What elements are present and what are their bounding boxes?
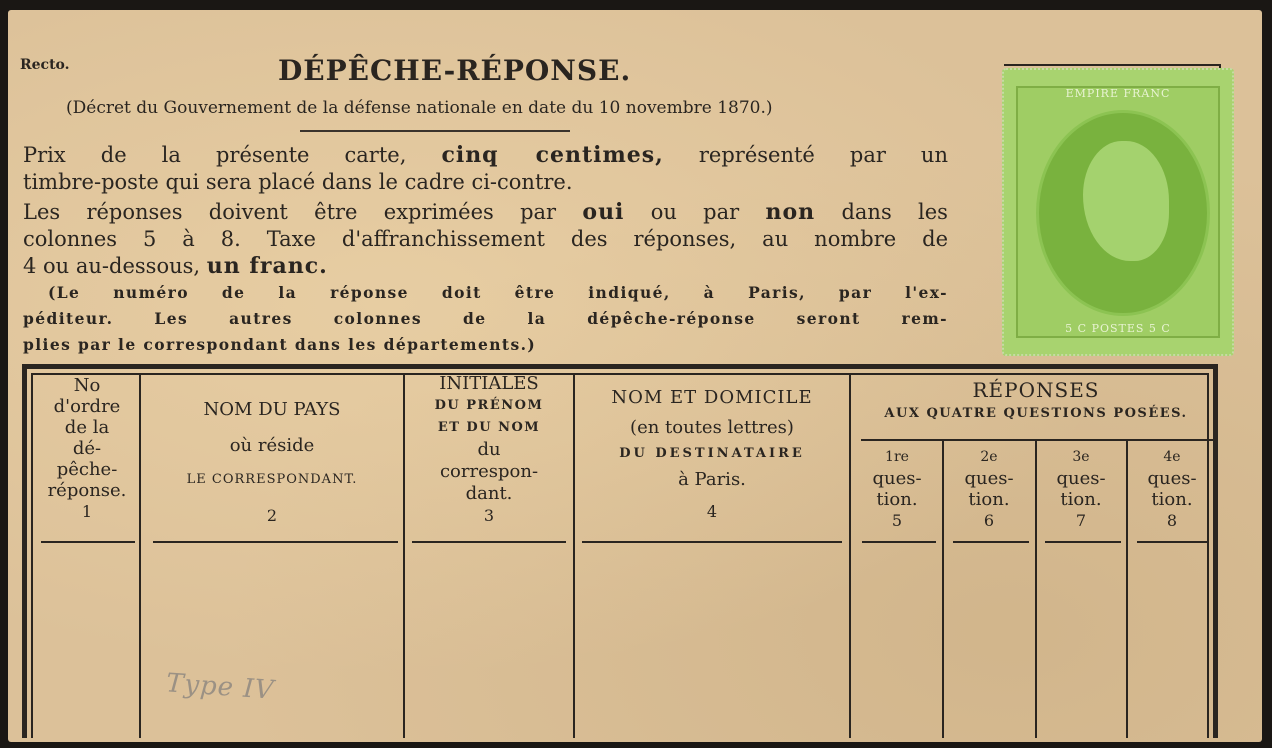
col-number: 5 — [891, 511, 903, 530]
header-underline — [1137, 541, 1209, 543]
stamp-bottom-text: 5 C POSTES 5 C — [1065, 322, 1171, 335]
question-1-header: 1re ques- tion. 5 — [853, 447, 941, 531]
handwritten-annotation: Type IV — [165, 668, 276, 706]
question-3-header: 3e ques- tion. 7 — [1037, 447, 1125, 531]
price-line-1: Prix de la présente carte, cinq centimes, représenté par un — [23, 142, 948, 168]
col-order-header: No d'ordre de la dé- pêche- réponse. 1 — [37, 375, 137, 522]
recto-label: Recto. — [20, 57, 70, 73]
col-recipient-header: NOM ET DOMICILE (en toutes lettres) DU DESTINATAIRE à Paris. 4 — [577, 385, 847, 525]
page-title: DÉPÊCHE-RÉPONSE. — [278, 54, 632, 87]
col-number: 6 — [983, 511, 995, 530]
price-line-2: timbre-poste qui sera placé dans le cadre ci-contre. — [23, 170, 573, 194]
column-divider — [573, 373, 575, 738]
col-number: 2 — [266, 506, 278, 525]
responses-paragraph — [23, 199, 948, 280]
decree-subtitle: (Décret du Gouvernement de la défense nationale en date du 10 novembre 1870.) — [66, 98, 773, 118]
reponses-header: RÉPONSES AUX QUATRE QUESTIONS POSÉES. — [884, 378, 1188, 421]
col-number: 7 — [1075, 511, 1087, 530]
col-number: 3 — [483, 506, 495, 525]
header-underline — [412, 541, 566, 543]
col-initials-header: INITIALES DU PRÉNOM ET DU NOM du correspon- dant. 3 — [407, 373, 571, 527]
col-country-header: NOM DU PAYS où réside LE CORRESPONDANT. 2 — [143, 399, 401, 527]
header-underline — [953, 541, 1029, 543]
portrait-medallion-icon — [1036, 110, 1210, 316]
column-divider — [849, 373, 851, 738]
header-underline — [582, 541, 842, 543]
header-underline — [862, 541, 936, 543]
postage-stamp — [1002, 68, 1234, 356]
question-4-header: 4e ques- tion. 8 — [1128, 447, 1216, 531]
note-line-3: plies par le correspondant dans les départements.) — [23, 335, 537, 354]
header-underline — [153, 541, 398, 543]
title-divider — [300, 130, 570, 132]
responses-line-1: Les réponses doivent être exprimées par oui ou par non dans les — [23, 199, 948, 225]
header-underline — [1045, 541, 1121, 543]
col-number: 4 — [706, 502, 718, 521]
reponses-brace — [861, 439, 1213, 441]
col-number: 8 — [1166, 511, 1178, 530]
question-2-header: 2e ques- tion. 6 — [945, 447, 1033, 531]
price-paragraph — [23, 142, 948, 196]
column-divider — [403, 373, 405, 738]
header-underline — [41, 541, 135, 543]
column-divider — [139, 373, 141, 738]
stamp-top-text: EMPIRE FRANC — [1065, 87, 1171, 100]
stamp-border — [1016, 86, 1220, 338]
profile-head-icon — [1083, 141, 1169, 261]
note-line-1: (Le numéro de la réponse doit être indiqué, à Paris, par l'ex- — [48, 283, 948, 302]
note-line-2: péditeur. Les autres colonnes de la dépêche-réponse seront rem- — [23, 309, 948, 328]
postcard — [8, 10, 1262, 742]
col-number: 1 — [81, 502, 93, 521]
responses-line-2: colonnes 5 à 8. Taxe d'affranchissement des réponses, au nombre de — [23, 227, 948, 251]
column-divider — [942, 441, 944, 738]
responses-line-3: 4 ou au-dessous, un franc. — [23, 253, 328, 279]
